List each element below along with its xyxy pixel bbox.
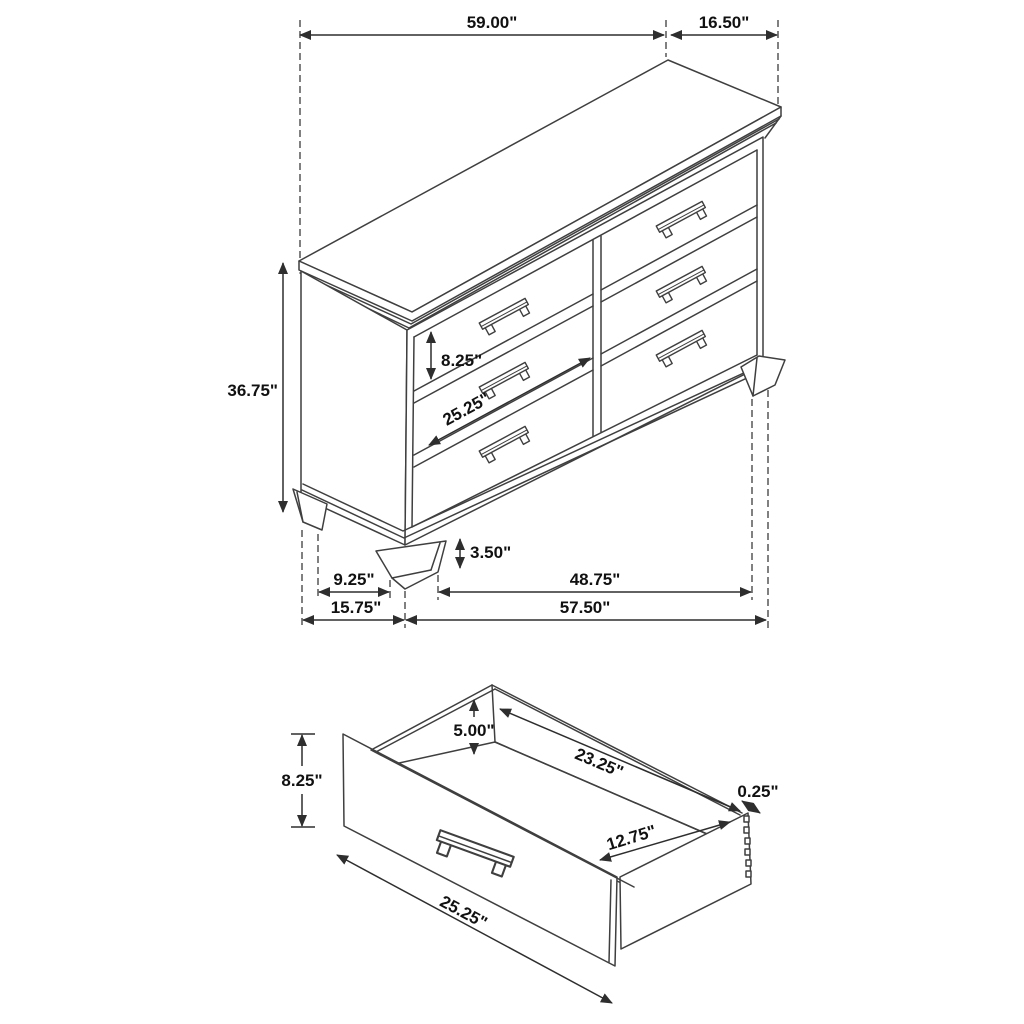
dim-label-base-side-depth: 15.75" [330,598,382,617]
dim-label-side-feet-gap: 9.25" [333,570,375,589]
dim-label-inner-width: 23.25" [572,744,627,782]
dim-label-top-depth: 16.50" [698,13,750,32]
dim-label-box-inner-height: 5.00" [453,721,495,740]
dim-label-overall-height: 36.75" [227,381,278,400]
dim-label-front-width: 25.25" [436,891,491,933]
dim-label-side-thickness: 0.25" [737,782,779,801]
dim-label-foot-height: 3.50" [470,543,512,562]
dresser-isometric-drawing [293,60,785,589]
dim-label-inner-depth: 12.75" [604,821,659,855]
dim-label-drawer-front-width: 25.25" [439,388,494,430]
dim-label-base-front-width: 57.50" [559,598,611,617]
dim-label-top-width: 59.00" [466,13,518,32]
dim-label-drawer-front-height: 8.25" [441,351,483,370]
dim-label-drawer-front-height: 8.25" [281,771,323,790]
dim-label-front-feet-span: 48.75" [569,570,621,589]
drawer-isometric-drawing [343,685,751,966]
